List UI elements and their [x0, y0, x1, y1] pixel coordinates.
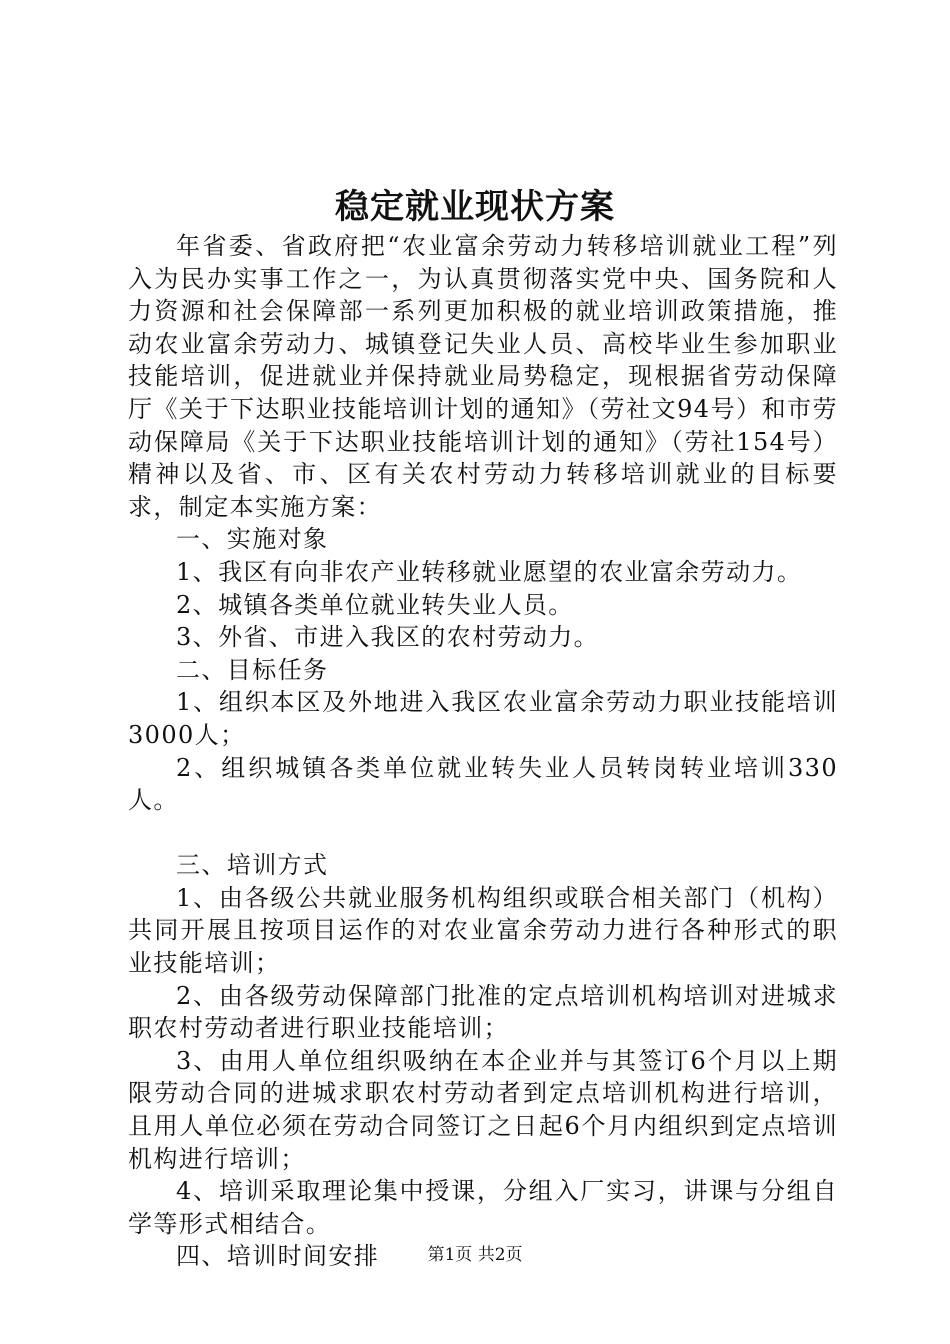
- list-item: 2、城镇各类单位就业转失业人员。: [176, 590, 574, 619]
- list-item: 1、由各级公共就业服务机构组织或联合相关部门（机构）共同开展且按项目运作的对农业富余劳动力进行各种形式的职业技能培训；: [128, 883, 838, 978]
- list-item: 4、培训采取理论集中授课，分组入厂实习，讲课与分组自学等形式相结合。: [128, 1177, 838, 1238]
- section-heading-goals: 二、目标任务: [176, 655, 329, 684]
- intro-paragraph: 年省委、省政府把“农业富余劳动力转移培训就业工程”列入为民办实事工作之一，为认真贯彻落实党中央、国务院和人力资源和社会保障部一系列更加积极的就业培训政策措施，推动农业富余劳动力、城镇登记失业人员、高校毕业生参加职业技能培训，促进就业并保持就业局势稳定，现根据省劳动保障厅《关于下达职业技能培训计划的通知》（劳社文94号）和市劳动保障局《关于下达职业技能培训计划的通知》（劳社154号）精神以及省、市、区有关农村劳动力转移培训就业的目标要求，制定本实施方案：: [128, 232, 838, 521]
- list-item: 1、组织本区及外地进入我区农业富余劳动力职业技能培训3000人；: [128, 688, 838, 749]
- list-item: 2、组织城镇各类单位就业转失业人员转岗转业培训330人。: [128, 753, 838, 815]
- list-item: 2、由各级劳动保障部门批准的定点培训机构培训对进城求职农村劳动者进行职业技能培训；: [128, 981, 838, 1043]
- list-item: 1、我区有向非农产业转移就业愿望的农业富余劳动力。: [176, 557, 803, 586]
- list-item: 3、外省、市进入我区的农村劳动力。: [176, 623, 600, 652]
- list-item: 3、由用人单位组织吸纳在本企业并与其签订6个月以上期限劳动合同的进城求职农村劳动者到定点培训机构进行培训，且用人单位必须在劳动合同签订之日起6个月内组织到定点培训机构进行培训；: [128, 1046, 838, 1173]
- document-body: [128, 230, 838, 1273]
- section-heading-methods: 三、培训方式: [176, 851, 329, 880]
- section-heading-schedule: 四、培训时间安排: [176, 1242, 380, 1271]
- section-heading-targets: 一、实施对象: [176, 525, 329, 554]
- page-footer: 第1页 共2页: [427, 1245, 523, 1265]
- document-title: 稳定就业现状方案: [335, 187, 615, 227]
